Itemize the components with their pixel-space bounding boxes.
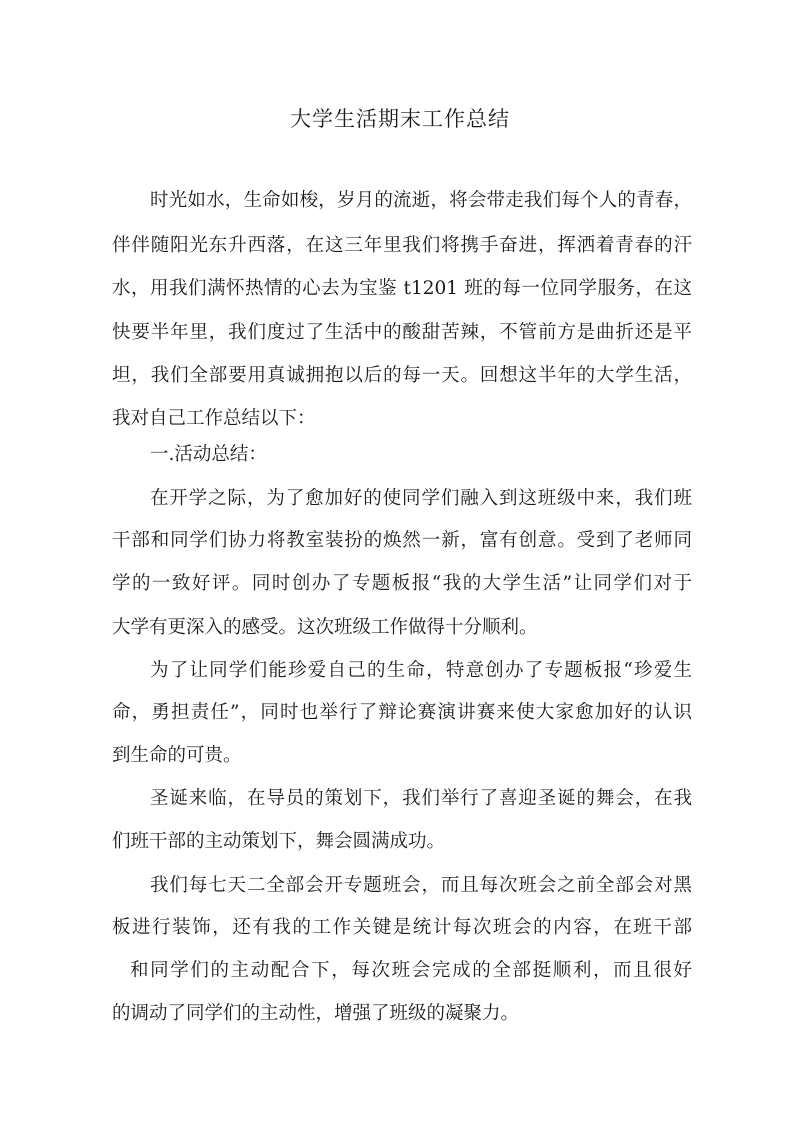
paragraph-line: 伴伴随阳光东升西落，在这三年里我们将携手奋进，挥洒着青春的汗 xyxy=(112,235,692,256)
paragraph-line: 我们每七天二全部会开专题班会，而且每次班会之前全部会对黑 xyxy=(150,875,692,896)
paragraph-line: 我对自己工作总结以下： xyxy=(112,408,316,429)
paragraph-line: 在开学之际，为了愈加好的使同学们融入到这班级中来，我们班 xyxy=(150,488,692,509)
paragraph-line: 坦，我们全部要用真诚拥抱以后的每一天。回想这半年的大学生活， xyxy=(112,365,692,386)
paragraph-line: 大学有更深入的感受。这次班级工作做得十分顺利。 xyxy=(112,617,538,638)
paragraph-line: 时光如水，生命如梭，岁月的流逝，将会带走我们每个人的青春， xyxy=(150,190,692,211)
paragraph-line: 们班干部的主动策划下，舞会圆满成功。 xyxy=(112,831,446,852)
paragraph-line: 和同学们的主动配合下，每次班会完成的全部挺顺利，而且很好 xyxy=(130,960,692,981)
paragraph-line: 板进行装饰，还有我的工作关键是统计每次班会的内容，在班干部 xyxy=(112,917,692,938)
paragraph-line: 圣诞来临，在导员的策划下，我们举行了喜迎圣诞的舞会，在我 xyxy=(150,788,692,809)
paragraph-line: 学的一致好评。同时创办了专题板报“我的大学生活”让同学们对于 xyxy=(112,573,692,594)
document-title: 大学生活期末工作总结 xyxy=(290,107,510,131)
section-heading: 一.活动总结： xyxy=(150,444,267,465)
paragraph-line: 干部和同学们协力将教室装扮的焕然一新，富有创意。受到了老师同 xyxy=(112,530,692,551)
paragraph-line: 到生命的可贵。 xyxy=(112,745,242,766)
paragraph-line: 水，用我们满怀热情的心去为宝鉴 t1201 班的每一位同学服务，在这 xyxy=(112,278,692,299)
paragraph-line: 的调动了同学们的主动性，增强了班级的凝聚力。 xyxy=(112,1003,520,1024)
paragraph-line: 命，勇担责任”，同时也举行了辩论赛演讲赛来使大家愈加好的认识 xyxy=(112,702,692,723)
paragraph-line: 为了让同学们能珍爱自己的生命，特意创办了专题板报“珍爱生 xyxy=(150,660,692,681)
paragraph-line: 快要半年里，我们度过了生活中的酸甜苦辣，不管前方是曲折还是平 xyxy=(112,322,692,343)
